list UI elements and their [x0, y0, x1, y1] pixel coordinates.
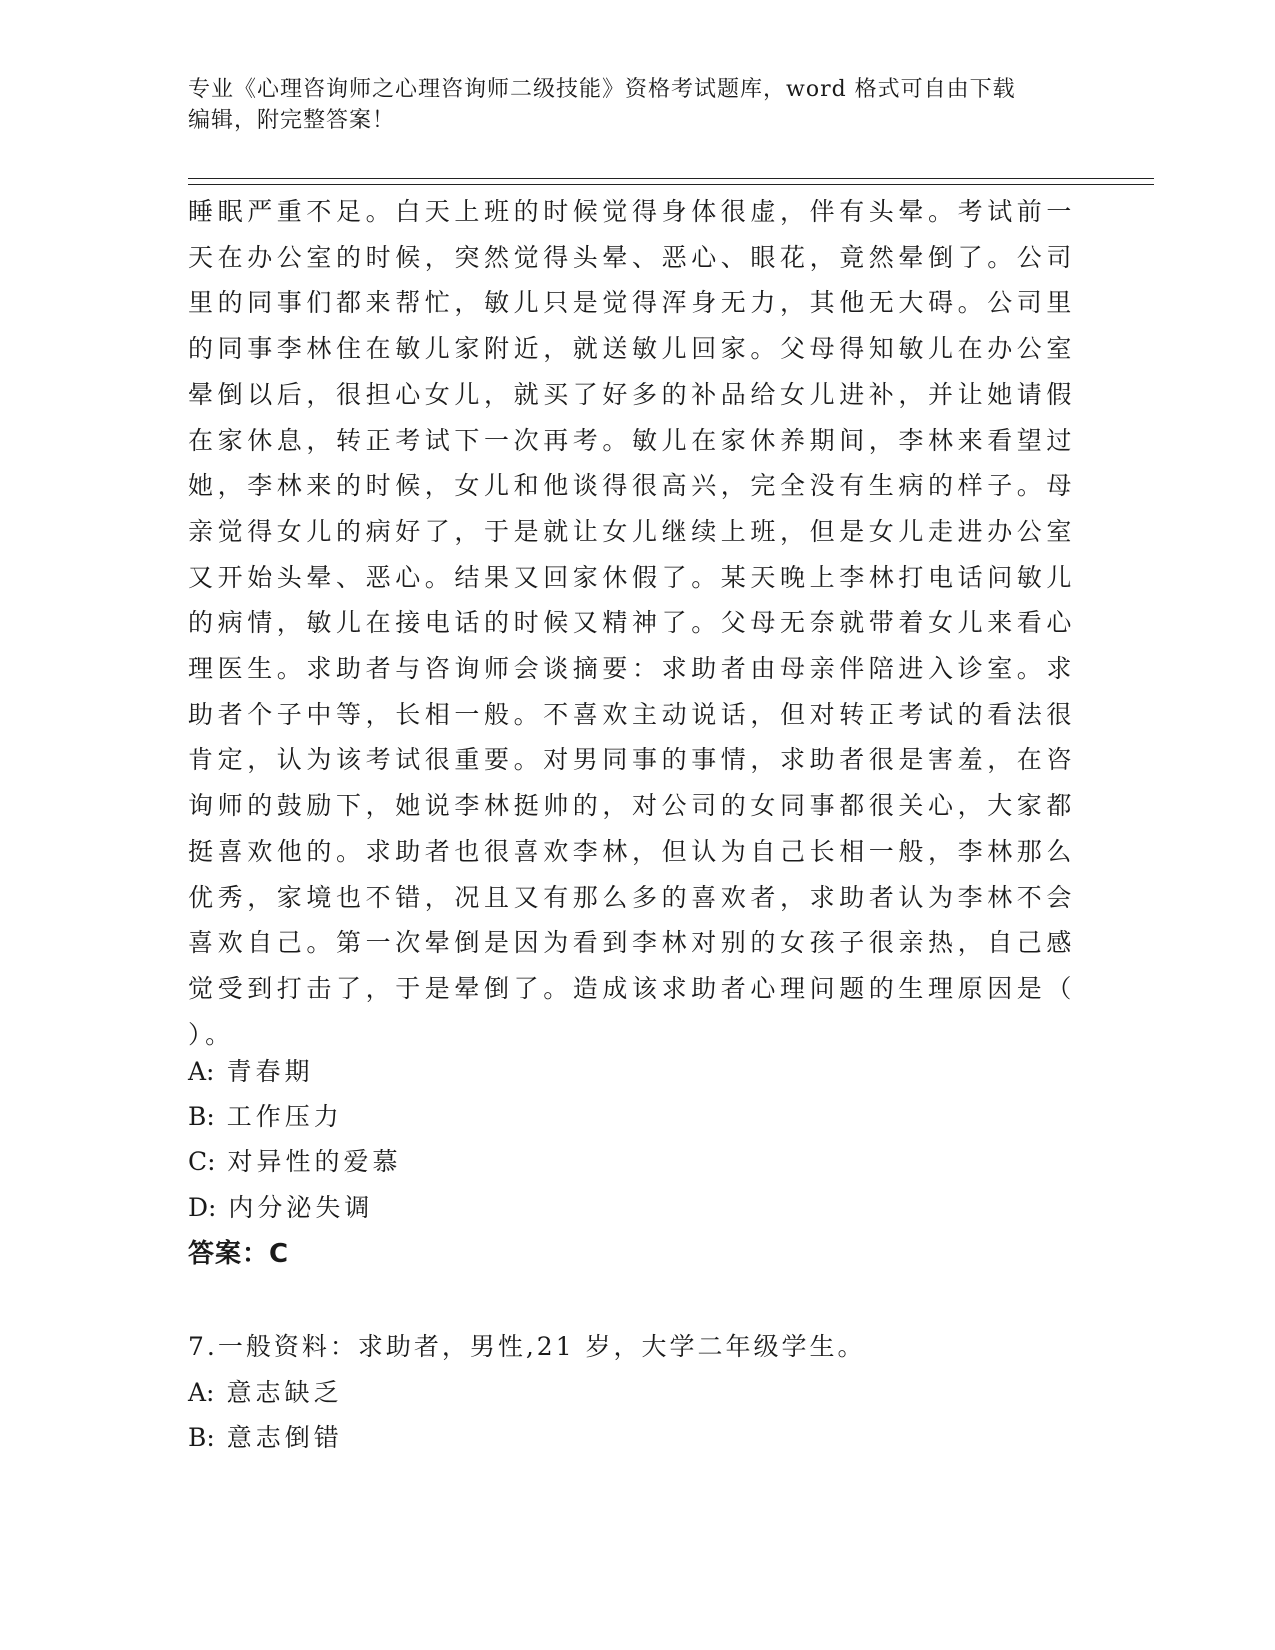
q7-option-a [188, 1376, 342, 1410]
option-key: B: [188, 1102, 215, 1131]
header-rule-top [188, 178, 1154, 179]
option-text: 内分泌失调 [228, 1193, 374, 1222]
option-key: B: [188, 1423, 215, 1452]
stem-line: 喜欢自己。第一次晕倒是因为看到李林对别的女孩子很亲热，自己感 [188, 928, 1077, 958]
document-header [188, 74, 1068, 136]
option-key: A: [188, 1057, 215, 1086]
stem-line: 天在办公室的时候，突然觉得头晕、恶心、眼花，竟然晕倒了。公司 [188, 242, 1077, 272]
option-c [188, 1145, 402, 1179]
option-text: 工作压力 [226, 1102, 343, 1131]
question-7-stem: 7.一般资料：求助者，男性,21 岁，大学二年级学生。 [188, 1332, 866, 1361]
header-line-1: 专业《心理咨询师之心理咨询师二级技能》资格考试题库，word 格式可自由下载 [188, 77, 1016, 102]
option-key: D: [188, 1193, 217, 1222]
header-rule-bottom [188, 184, 1154, 185]
option-a [188, 1055, 313, 1089]
stem-line: 助者个子中等，长相一般。不喜欢主动说话，但对转正考试的看法很 [188, 699, 1077, 729]
stem-line: ）。 [188, 1019, 235, 1049]
stem-line: 亲觉得女儿的病好了，于是就让女儿继续上班，但是女儿走进办公室 [188, 516, 1077, 546]
option-text: 意志倒错 [226, 1423, 343, 1452]
stem-line: 觉受到打击了，于是晕倒了。造成该求助者心理问题的生理原因是（ [188, 973, 1077, 1003]
option-b [188, 1100, 343, 1134]
stem-line: 里的同事们都来帮忙，敏儿只是觉得浑身无力，其他无大碍。公司里 [188, 288, 1077, 318]
q7-option-b [188, 1421, 343, 1455]
stem-line: 晕倒以后，很担心女儿，就买了好多的补品给女儿进补，并让她请假 [188, 379, 1077, 409]
stem-line: 睡眠严重不足。白天上班的时候觉得身体很虚，伴有头晕。考试前一 [188, 197, 1077, 226]
stem-line: 挺喜欢他的。求助者也很喜欢李林，但认为自己长相一般，李林那么 [188, 836, 1077, 866]
stem-line: 肯定，认为该考试很重要。对男同事的事情，求助者很是害羞，在咨 [188, 745, 1077, 775]
stem-line: 她，李林来的时候，女儿和他谈得很高兴，完全没有生病的样子。母 [188, 471, 1077, 501]
stem-line: 理医生。求助者与咨询师会谈摘要：求助者由母亲伴陪进入诊室。求 [188, 654, 1077, 684]
question-6-stem [188, 189, 1077, 1057]
option-text: 对异性的爱慕 [227, 1147, 402, 1176]
stem-line: 的病情，敏儿在接电话的时候又精神了。父母无奈就带着女儿来看心 [188, 608, 1077, 638]
stem-line: 询师的鼓励下，她说李林挺帅的，对公司的女同事都很关心，大家都 [188, 791, 1077, 821]
answer-line: 答案：C [188, 1239, 290, 1269]
stem-line: 的同事李林住在敏儿家附近，就送敏儿回家。父母得知敏儿在办公室 [188, 334, 1077, 364]
option-key: C: [188, 1147, 216, 1176]
stem-line: 在家休息，转正考试下一次再考。敏儿在家休养期间，李林来看望过 [188, 425, 1077, 455]
stem-line: 又开始头晕、恶心。结果又回家休假了。某天晚上李林打电话问敏儿 [188, 562, 1077, 592]
option-text: 意志缺乏 [226, 1378, 343, 1407]
option-d [188, 1191, 373, 1225]
option-key: A: [188, 1378, 215, 1407]
stem-line: 优秀，家境也不错，况且又有那么多的喜欢者，求助者认为李林不会 [188, 882, 1077, 912]
header-line-2: 编辑，附完整答案！ [188, 108, 396, 133]
option-text: 青春期 [226, 1057, 314, 1086]
